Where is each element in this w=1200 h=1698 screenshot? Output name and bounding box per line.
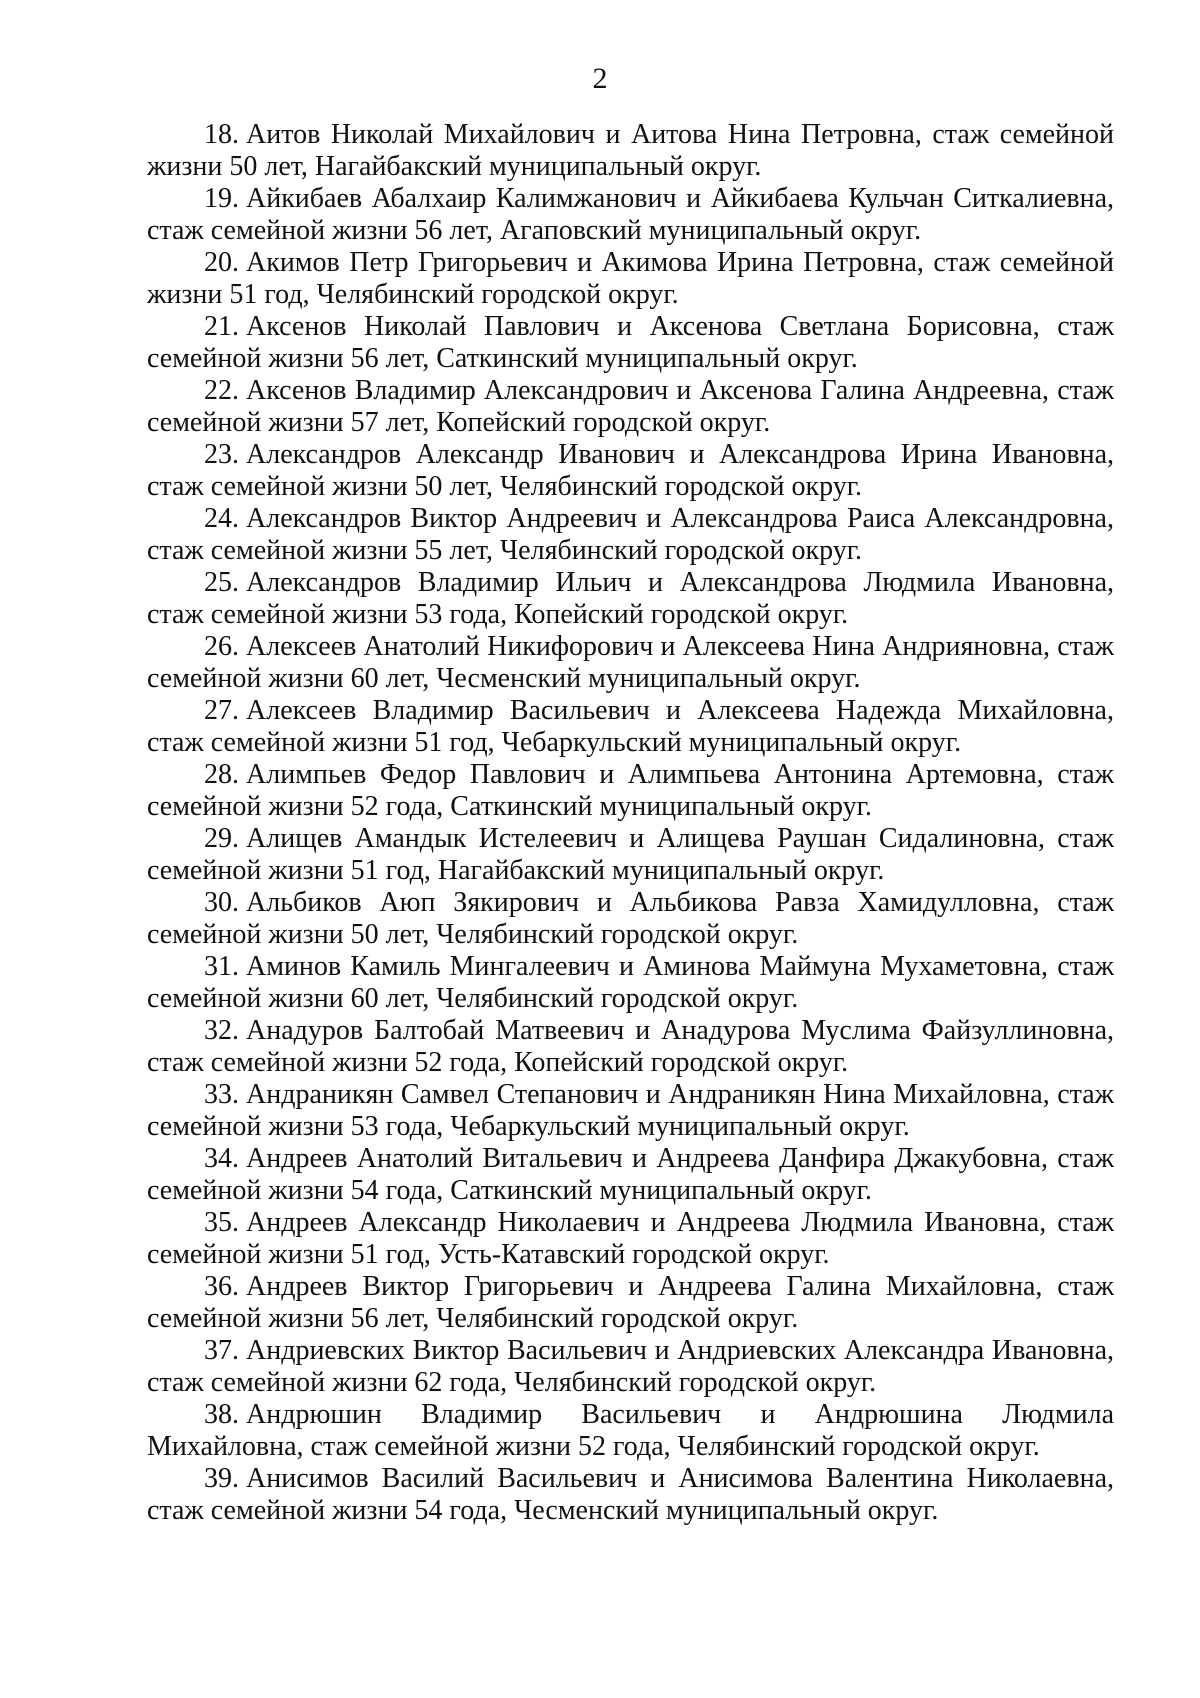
list-item bbox=[147, 695, 1114, 759]
entry-number: 37. bbox=[204, 1335, 239, 1366]
entry-number: 22. bbox=[204, 375, 239, 406]
list-item bbox=[147, 439, 1114, 503]
entry-text: Андреев Виктор Григорьевич и Андреева Галина Михайловна, стаж семейной жизни 56 лет, Челябинский городской округ. bbox=[147, 1271, 1114, 1334]
list-item bbox=[147, 1271, 1114, 1335]
entry-text: Аитов Николай Михайлович и Аитова Нина Петровна, стаж семейной жизни 50 лет, Нагайбакский муниципальный округ. bbox=[147, 119, 1114, 182]
list-item bbox=[147, 1335, 1114, 1399]
list-item bbox=[147, 247, 1114, 311]
entry-text: Александров Александр Иванович и Александрова Ирина Ивановна, стаж семейной жизни 50 лет, Челябинский городской округ. bbox=[147, 439, 1114, 502]
entry-text: Андраникян Самвел Степанович и Андраникян Нина Михайловна, стаж семейной жизни 53 года, Чебаркульский муниципальный округ. bbox=[147, 1079, 1114, 1142]
list-item bbox=[147, 1463, 1114, 1527]
list-item bbox=[147, 1015, 1114, 1079]
entry-number: 30. bbox=[204, 887, 239, 918]
list-item bbox=[147, 503, 1114, 567]
entry-text: Аминов Камиль Мингалеевич и Аминова Маймуна Мухаметовна, стаж семейной жизни 60 лет, Челябинский городской округ. bbox=[147, 951, 1114, 1014]
list-item bbox=[147, 759, 1114, 823]
entry-number: 38. bbox=[204, 1399, 239, 1430]
entry-text: Аксенов Николай Павлович и Аксенова Светлана Борисовна, стаж семейной жизни 56 лет, Саткинский муниципальный округ. bbox=[147, 311, 1114, 374]
entry-text: Алимпьев Федор Павлович и Алимпьева Антонина Артемовна, стаж семейной жизни 52 года, Саткинский муниципальный округ. bbox=[147, 759, 1114, 822]
entry-number: 27. bbox=[204, 695, 239, 726]
entry-number: 25. bbox=[204, 567, 239, 598]
entry-number: 20. bbox=[204, 247, 239, 278]
entry-text: Андриевских Виктор Васильевич и Андриевских Александра Ивановна, стаж семейной жизни 62 года, Челябинский городской округ. bbox=[147, 1335, 1114, 1398]
entry-number: 35. bbox=[204, 1207, 239, 1238]
entry-number: 39. bbox=[204, 1463, 239, 1494]
list-item bbox=[147, 311, 1114, 375]
entry-number: 21. bbox=[204, 311, 239, 342]
entry-number: 26. bbox=[204, 631, 239, 662]
entry-text: Андреев Анатолий Витальевич и Андреева Данфира Джакубовна, стаж семейной жизни 54 года, Саткинский муниципальный округ. bbox=[147, 1143, 1114, 1206]
entry-text: Андрюшин Владимир Васильевич и Андрюшина Людмила Михайловна, стаж семейной жизни 52 года, Челябинский городской округ. bbox=[147, 1399, 1114, 1462]
list-item bbox=[147, 823, 1114, 887]
entry-number: 29. bbox=[204, 823, 239, 854]
entry-text: Александров Владимир Ильич и Александрова Людмила Ивановна, стаж семейной жизни 53 года, Копейский городской округ. bbox=[147, 567, 1114, 630]
entry-text: Алексеев Владимир Васильевич и Алексеева Надежда Михайловна, стаж семейной жизни 51 год, Чебаркульский муниципальный округ. bbox=[147, 695, 1114, 758]
list-item bbox=[147, 1079, 1114, 1143]
entry-text: Алищев Амандык Истелеевич и Алищева Раушан Сидалиновна, стаж семейной жизни 51 год, Нагайбакский муниципальный округ. bbox=[147, 823, 1114, 886]
list-item bbox=[147, 1399, 1114, 1463]
entry-number: 32. bbox=[204, 1015, 239, 1046]
entry-list bbox=[147, 119, 1114, 1527]
entry-text: Аксенов Владимир Александрович и Аксенова Галина Андреевна, стаж семейной жизни 57 лет, Копейский городской округ. bbox=[147, 375, 1114, 438]
entry-number: 34. bbox=[204, 1143, 239, 1174]
entry-number: 23. bbox=[204, 439, 239, 470]
entry-number: 31. bbox=[204, 951, 239, 982]
list-item bbox=[147, 375, 1114, 439]
entry-number: 33. bbox=[204, 1079, 239, 1110]
list-item bbox=[147, 1207, 1114, 1271]
list-item bbox=[147, 183, 1114, 247]
list-item bbox=[147, 119, 1114, 183]
entry-number: 28. bbox=[204, 759, 239, 790]
entry-text: Акимов Петр Григорьевич и Акимова Ирина Петровна, стаж семейной жизни 51 год, Челябинский городской округ. bbox=[147, 247, 1114, 310]
entry-text: Алексеев Анатолий Никифорович и Алексеева Нина Андрияновна, стаж семейной жизни 60 лет, Чесменский муниципальный округ. bbox=[147, 631, 1114, 694]
entry-number: 24. bbox=[204, 503, 239, 534]
entry-number: 36. bbox=[204, 1271, 239, 1302]
list-item bbox=[147, 631, 1114, 695]
list-item bbox=[147, 887, 1114, 951]
entry-text: Айкибаев Абалхаир Калимжанович и Айкибаева Кульчан Ситкалиевна, стаж семейной жизни 56 лет, Агаповский муниципальный округ. bbox=[147, 183, 1114, 246]
entry-text: Александров Виктор Андреевич и Александрова Раиса Александровна, стаж семейной жизни 55 лет, Челябинский городской округ. bbox=[147, 503, 1114, 566]
entry-text: Андреев Александр Николаевич и Андреева Людмила Ивановна, стаж семейной жизни 51 год, Усть-Катавский городской округ. bbox=[147, 1207, 1114, 1270]
entry-text: Анадуров Балтобай Матвеевич и Анадурова Муслима Файзуллиновна, стаж семейной жизни 52 года, Копейский городской округ. bbox=[147, 1015, 1114, 1078]
page-number: 2 bbox=[592, 62, 608, 95]
entry-number: 19. bbox=[204, 183, 239, 214]
list-item bbox=[147, 567, 1114, 631]
entry-text: Альбиков Аюп Зякирович и Альбикова Равза Хамидулловна, стаж семейной жизни 50 лет, Челябинский городской округ. bbox=[147, 887, 1114, 950]
entry-number: 18. bbox=[204, 119, 239, 150]
list-item bbox=[147, 1143, 1114, 1207]
list-item bbox=[147, 951, 1114, 1015]
entry-text: Анисимов Василий Васильевич и Анисимова Валентина Николаевна, стаж семейной жизни 54 года, Чесменский муниципальный округ. bbox=[147, 1463, 1114, 1526]
